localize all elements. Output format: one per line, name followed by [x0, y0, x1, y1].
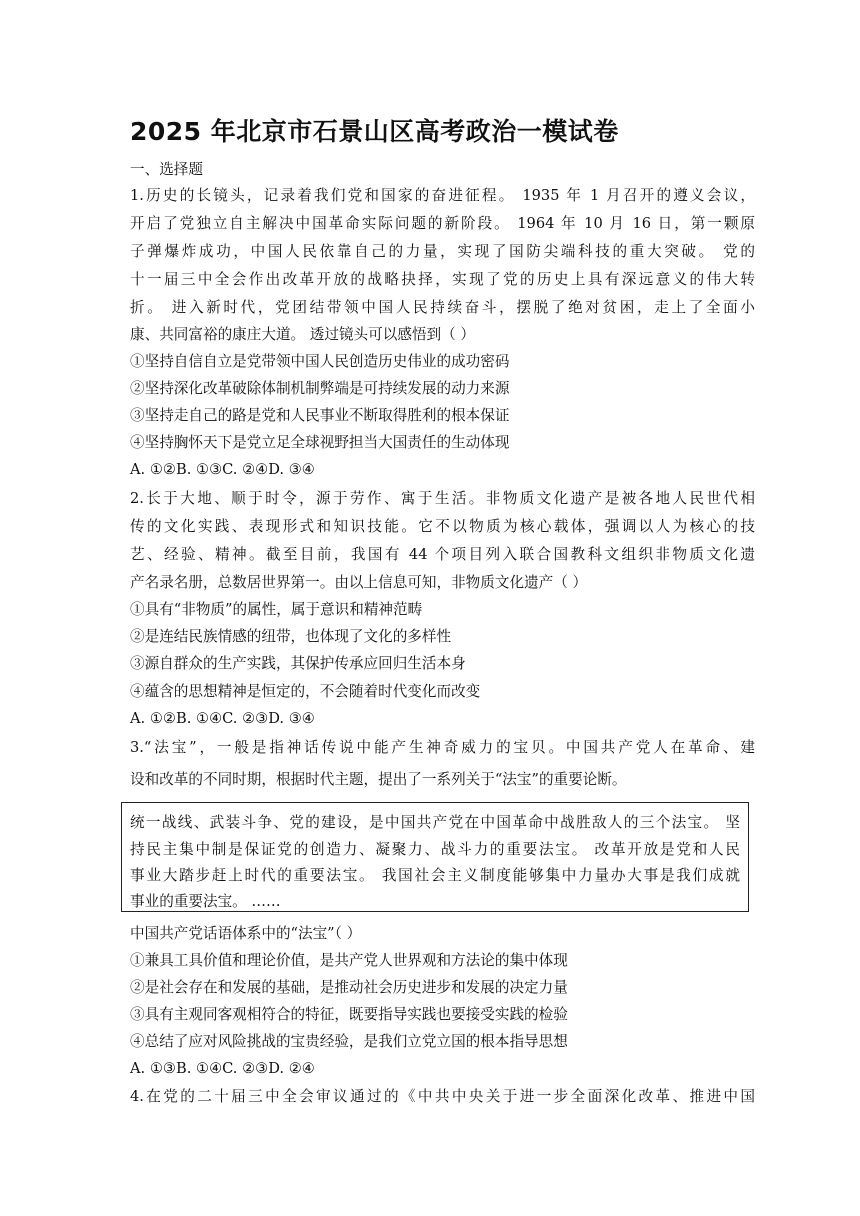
answer-choices: A. ①②B. ①④C. ②③D. ③④ [130, 710, 315, 727]
option-item: ②是连结民族情感的纽带，也体现了文化的多样性 [130, 628, 452, 645]
quote-line: 事业的重要法宝。 …… [130, 893, 281, 910]
question-stem-line: 2.长于大地、顺于时令，源于劳作、寓于生活。非物质文化遗产是被各地人民世代相 [130, 490, 755, 507]
answer-choices: A. ①③B. ①④C. ②③D. ②④ [130, 1060, 315, 1077]
question-stem-line: 十一届三中全会作出改革开放的战略抉择，实现了党的历史上具有深远意义的伟大转 [130, 271, 755, 288]
question-stem-line: 传的文化实践、表现形式和知识技能。它不以物质为核心载体，强调以人为核心的技 [130, 518, 755, 535]
quote-line: 统一战线、武装斗争、党的建设，是中国共产党在中国革命中战胜敌人的三个法宝。 坚 [130, 814, 740, 831]
question-stem-line: 3.“法宝”，一般是指神话传说中能产生神奇威力的宝贝。中国共产党人在革命、建 [130, 739, 755, 756]
question-stem-line: 康、共同富裕的康庄大道。 透过镜头可以感悟到（ ） [130, 326, 475, 343]
question-stem-line: 设和改革的不同时期，根据时代主题，提出了一系列关于“法宝”的重要论断。 [130, 771, 627, 788]
option-item: ②是社会存在和发展的基础，是推动社会历史进步和发展的决定力量 [130, 979, 568, 996]
quote-line: 持民主集中制是保证党的创造力、凝聚力、战斗力的重要法宝。 改革开放是党和人民 [130, 841, 740, 858]
option-item: ④坚持胸怀天下是党立足全球视野担当大国责任的生动体现 [130, 434, 510, 451]
option-item: ①兼具工具价值和理论价值，是共产党人世界观和方法论的集中体现 [130, 952, 568, 969]
question-stem-line: 折。 进入新时代，党团结带领中国人民持续奋斗，摆脱了绝对贫困，走上了全面小 [130, 299, 755, 316]
quote-line: 事业大踏步赶上时代的重要法宝。 我国社会主义制度能够集中力量办大事是我们成就 [130, 867, 740, 884]
question-stem-line: 1.历史的长镜头，记录着我们党和国家的奋进征程。 1935 年 1 月召开的遵义会议， [130, 187, 755, 204]
option-item: ①具有“非物质”的属性，属于意识和精神范畴 [130, 601, 423, 618]
option-item: ③坚持走自己的路是党和人民事业不断取得胜利的根本保证 [130, 407, 510, 424]
question-stem-line: 产名录名册，总数居世界第一。由以上信息可知，非物质文化遗产（ ） [130, 574, 588, 591]
question-stem-line: 开启了党独立自主解决中国革命实际问题的新阶段。 1964 年 10 月 16 日，第一颗原 [130, 215, 755, 232]
option-item: ③源自群众的生产实践，其保护传承应回归生活本身 [130, 655, 466, 672]
page-title: 2025 年北京市石景山区高考政治一模试卷 [130, 117, 619, 146]
section-heading: 一、选择题 [130, 161, 203, 178]
option-item: ②坚持深化改革破除体制机制弊端是可持续发展的动力来源 [130, 380, 510, 397]
quote-box [121, 802, 749, 912]
option-item: ④总结了应对风险挑战的宝贵经验，是我们立党立国的根本指导思想 [130, 1033, 568, 1050]
question-stem-line: 子弹爆炸成功，中国人民依靠自己的力量，实现了国防尖端科技的重大突破。 党的 [130, 243, 755, 260]
question-stem-line: 艺、经验、精神。截至目前，我国有 44 个项目列入联合国教科文组织非物质文化遗 [130, 546, 755, 563]
option-item: ④蕴含的思想精神是恒定的，不会随着时代变化而改变 [130, 683, 481, 700]
option-item: ①坚持自信自立是党带领中国人民创造历史伟业的成功密码 [130, 353, 510, 370]
answer-choices: A. ①②B. ①③C. ②④D. ③④ [130, 461, 315, 478]
question-prompt: 中国共产党话语体系中的“法宝”（ ） [130, 925, 362, 942]
question-stem-line: 4.在党的二十届三中全会审议通过的《中共中央关于进一步全面深化改革、推进中国 [130, 1088, 755, 1105]
option-item: ③具有主观同客观相符合的特征，既要指导实践也要接受实践的检验 [130, 1006, 568, 1023]
